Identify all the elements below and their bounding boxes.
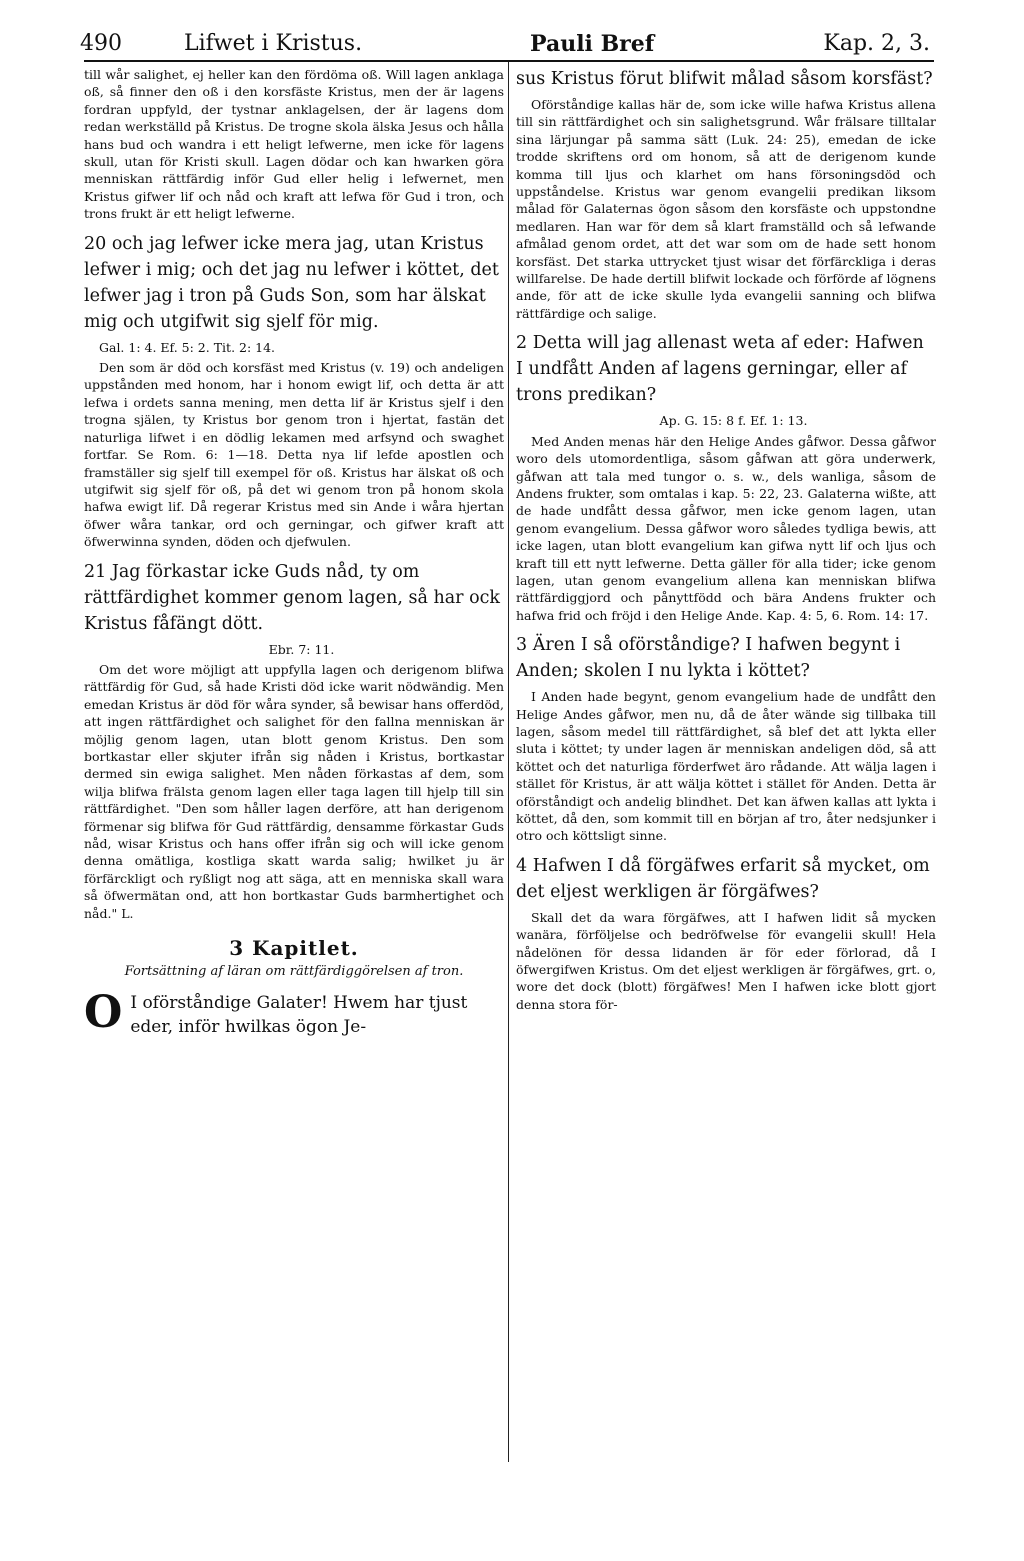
verse-4: 4 Hafwen I då förgäfwes erfarit så mycket, om det eljest werkligen är förgäfwes?: [516, 855, 930, 902]
header-center-title: Pauli Bref: [530, 31, 655, 57]
header-right-title: Kap. 2, 3.: [823, 31, 930, 56]
left-column: [84, 66, 504, 1476]
verse-1-start: I oförståndige Galater! Hwem har tjust eder, inför hwilkas ögon Je-: [130, 993, 468, 1038]
header-left-title: Lifwet i Kristus.: [184, 31, 363, 56]
commentary-paragraph: Om det wore möjligt att uppfylla lagen och derigenom blifwa rättfärdig för Gud, så hade Kristi död icke warit nödwändig. Men emedan Kristus är död för wåra synder, så bewisar hans offerdöd, att ingen rättfärdighet och salighet för den fallna menniskan är möjlig genom lagen, utan blott genom Kristus. Den som bortkastar eller skjuter ifrån sig nåden i Kristus, bortkastar dermed sin ewiga salighet. Men nåden förkastas af dem, som wilja blifwa frälsta genom lagen eller taga lagen till hjelp till sin rättfärdighet. "Den som håller lagen derföre, att han derigenom förmenar sig blifwa för Gud rättfärdig, densamme förkastar Guds nåd, wisar Kristus och hans offer ifrån sig och will icke genom denna omätliga, kostliga skatt warda salig; hwilket ju är förfärckligt och ryßligt nog att säga, att en menniska skall wara så öfwermätan ond, att hon bortkastar Guds barmhertighet och nåd." L.: [84, 661, 504, 921]
page-number: 490: [80, 31, 122, 56]
drop-cap: O: [84, 987, 123, 1039]
commentary-paragraph: Med Anden menas här den Helige Andes gåfwor. Dessa gåfwor woro dels utomordentliga, såsom gåfwan att göra underwerk, gåfwan att tala med tungor o. s. w., dels wanliga, såsom de Andens frukter, som omtalas i kap. 5: 22, 23. Galaterna wißte, att de hade undfått dessa gåfwor, men icke genom lagen, utan genom evangelium. Dessa gåfwor woro således tydliga bewis, att icke lagen, utan blott evangelium kan gifwa nytt lif och ljus och kraft till ett nytt lefwerne. Detta gäller för alla tider; icke genom lagen, utan genom evangelium allena kan menniskan blifwa rättfärdiggjord och pånyttfödd och bära Andens frukter och hafwa frid och fröjd i den Helige Ande. Kap. 4: 5, 6. Rom. 14: 17.: [516, 433, 936, 623]
verse-1-continued: sus Kristus förut blifwit målad såsom korsfäst?: [516, 69, 933, 89]
chapter-opening: [84, 987, 504, 1039]
verse-20-references: Gal. 1: 4. Ef. 5: 2. Tit. 2: 14.: [99, 339, 276, 355]
verse-20: 20 och jag lefwer icke mera jag, utan Kristus lefwer i mig; och det jag nu lefwer i köttet, det lefwer jag i tron på Guds Son, som har älskat mig och utgifwit sig sjelf för mig.: [84, 233, 499, 332]
commentary-paragraph: Den som är död och korsfäst med Kristus (v. 19) och andeligen uppstånden med honom, har i honom ewigt lif, och detta är att lefwa i ordets sanna mening, men detta lif är Kristus sjelf i den trogna själen, ty Kristus bor genom tron i hjertat, fastän det naturliga lifwet i en dödlig lekamen med arfsynd och swaghet fortfar. Se Rom. 6: 1—18. Detta nya lif lefde apostlen och framställer sig sjelf till exempel för oß. Kristus har älskat oß och utgifwit sig sjelf för oß, på det wi genom tron på honom skola hafwa ewigt lif. Då regerar Kristus med sin Ande i wåra hjertan öfwer wåra tankar, ord och gerningar, och gifwer kraft att öfwerwinna synden, döden och djefwulen.: [84, 360, 504, 550]
chapter-heading: 3 Kapitlet.: [229, 936, 359, 961]
commentary-paragraph: till wår salighet, ej heller kan den fördöma oß. Will lagen anklaga oß, så finner den oß i den korsfäste Kristus, men der är lagens fordran uppfyld, der tystnar anklagelsen, der är lagens dom redan werkställd på Kristus. De trogne skola älska Jesus och hålla hans bud och wandra i ett heligt lefwerne, men icke för lagens skull, utan för Kristi skull. Lagen dödar och kan hwarken göra menniskan rättfärdig inför Gud eller helig i lefwernet, men Kristus gifwer lif och nåd och kraft att lefwa för Gud i tron, och trons frukt är ett heligt lefwerne.: [84, 67, 504, 222]
header-rule: [84, 60, 934, 62]
commentary-paragraph: I Anden hade begynt, genom evangelium hade de undfått den Helige Andes gåfwor, men nu, då de åter wände sig tillbaka till lagen, såsom medel till rättfärdighet, så blef det att lykta eller sluta i köttet; ty under lagen är menniskan andeligen död, så att köttet och det naturliga förderfwet äro rådande. Att wälja lagen i stället för Kristus, är att wälja köttet i stället för Anden. Detta är oförståndigt och andelig blindhet. Det kan äfwen kallas att lykta i köttet, då den, som kommit till en början af tro, åter nedsjunker i otro och köttsligt sinne.: [516, 689, 936, 844]
commentary-paragraph: Skall det da wara förgäfwes, att I hafwen lidit så mycken wanära, förföljelse och bedröfwelse för evangelii skull! Hela nådelönen för dessa lidanden är för eder förlorad, då I öfwergifwen Kristus. Om det eljest werkligen är förgäfwes, grt. o, wore det dock (blott) förgäfwes! Men I hafwen icke blott gjort denna stora för-: [516, 909, 936, 1012]
chapter-subtitle: Fortsättning af läran om rättfärdiggörelsen af tron.: [124, 964, 464, 980]
right-column: [516, 66, 936, 1476]
verse-2-references: Ap. G. 15: 8 f. Ef. 1: 13.: [659, 413, 808, 429]
verse-3: 3 Ären I så oförståndige? I hafwen begynt i Anden; skolen I nu lykta i köttet?: [516, 635, 901, 682]
commentary-paragraph: Oförståndige kallas här de, som icke wille hafwa Kristus allena till sin rättfärdighet och sin salighetsgrund. Wår frälsare tilltalar sina lärjungar på samma sätt (Luk. 24: 25), emedan de icke trodde skriftens ord om honom, så att de derigenom kunde komma till ljus och klarhet om hans försoningsdöd och uppståndelse. Kristus war genom evangelii predikan liksom målad för Galaternas ögon såsom den korsfäste och uppstondne medlaren. Han war för dem så klart framställd och så lefwande afmålad genom ordet, att det war som om de hade sett honom korsfäst. Det starka uttrycket tjust wisar det förfärckliga i deras willfarelse. De hade dertill blifwit lockade och förförde af lögnens ande, för att de icke skulle lyda evangelii sanning och blifwa rättfärdige och salige.: [516, 97, 936, 321]
verse-21-references: Ebr. 7: 11.: [268, 641, 335, 657]
running-header: [80, 28, 940, 60]
verse-21: 21 Jag förkastar icke Guds nåd, ty om rättfärdighet kommer genom lagen, så har ock Kristus fåfängt dött.: [84, 561, 501, 634]
verse-2: 2 Detta will jag allenast weta af eder: Hafwen I undfått Anden af lagens gerningar, eller af trons predikan?: [516, 333, 924, 406]
column-divider: [508, 62, 509, 1462]
